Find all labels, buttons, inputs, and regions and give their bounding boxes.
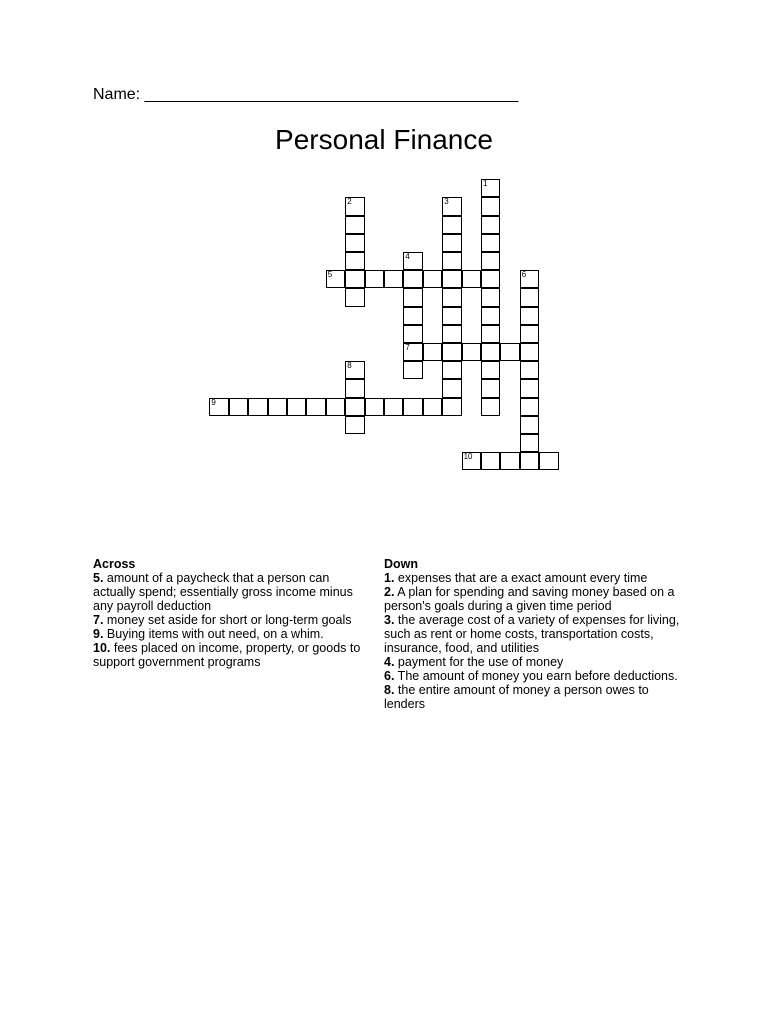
crossword-cell[interactable] — [442, 307, 461, 325]
crossword-cell[interactable] — [481, 379, 500, 397]
crossword-cell[interactable] — [442, 288, 461, 306]
crossword-cell[interactable] — [520, 452, 539, 470]
crossword-cell[interactable] — [520, 379, 539, 397]
crossword-cell[interactable] — [442, 361, 461, 379]
clue-number: 4 — [405, 252, 410, 261]
crossword-cell[interactable] — [403, 270, 422, 288]
crossword-cell[interactable] — [326, 270, 345, 288]
crossword-cell[interactable] — [462, 343, 481, 361]
across-clues — [93, 557, 375, 669]
crossword-cell[interactable] — [423, 398, 442, 416]
crossword-cell[interactable] — [500, 343, 519, 361]
crossword-cell[interactable] — [520, 434, 539, 452]
crossword-cell[interactable] — [345, 252, 364, 270]
crossword-cell[interactable] — [442, 197, 461, 215]
crossword-cell[interactable] — [345, 288, 364, 306]
crossword-cell[interactable] — [481, 288, 500, 306]
crossword-cell[interactable] — [365, 398, 384, 416]
crossword-cell[interactable] — [384, 270, 403, 288]
crossword-cell[interactable] — [442, 325, 461, 343]
crossword-cell[interactable] — [442, 216, 461, 234]
down-heading: Down — [384, 557, 419, 571]
crossword-cell[interactable] — [442, 252, 461, 270]
crossword-cell[interactable] — [520, 325, 539, 343]
crossword-cell[interactable] — [345, 197, 364, 215]
crossword-cell[interactable] — [403, 361, 422, 379]
crossword-cell[interactable] — [306, 398, 325, 416]
across-clue-9: 9. Buying items with out need, on a whim. — [93, 627, 324, 641]
crossword-cell[interactable] — [423, 343, 442, 361]
crossword-cell[interactable] — [481, 197, 500, 215]
crossword-cell[interactable] — [268, 398, 287, 416]
crossword-cell[interactable] — [326, 398, 345, 416]
crossword-cell[interactable] — [384, 398, 403, 416]
across-heading: Across — [93, 557, 136, 571]
crossword-cell[interactable] — [481, 234, 500, 252]
crossword-cell[interactable] — [345, 270, 364, 288]
clue-number: 1 — [483, 179, 488, 189]
crossword-cell[interactable] — [520, 343, 539, 361]
crossword-cell[interactable] — [462, 270, 481, 288]
clue-number: 8 — [347, 361, 352, 371]
crossword-cell[interactable] — [462, 452, 481, 470]
crossword-cell[interactable] — [403, 325, 422, 343]
crossword-cell[interactable] — [442, 398, 461, 416]
crossword-cell[interactable] — [481, 252, 500, 270]
clue-number: 3 — [444, 197, 449, 207]
down-clue-4: 4. payment for the use of money — [384, 655, 564, 669]
down-clue-3: 3. the average cost of a variety of expenses for living, such as rent or home costs, transportation costs, insurance, food, and utilities — [384, 613, 680, 655]
crossword-cell[interactable] — [539, 452, 558, 470]
crossword-cell[interactable] — [481, 216, 500, 234]
crossword-cell[interactable] — [442, 270, 461, 288]
crossword-cell[interactable] — [520, 288, 539, 306]
clue-number: 9 — [211, 397, 216, 407]
down-clue-2: 2. A plan for spending and saving money based on a person's goals during a given time period — [384, 585, 675, 613]
clue-number: 10 — [463, 452, 473, 462]
crossword-cell[interactable] — [345, 379, 364, 397]
clue-number: 7 — [405, 343, 410, 352]
crossword-cell[interactable] — [520, 307, 539, 325]
name-field-label[interactable]: Name: __________________________________________ — [93, 86, 519, 103]
crossword-cell[interactable] — [481, 325, 500, 343]
crossword-cell[interactable] — [520, 270, 539, 288]
crossword-cell[interactable] — [442, 379, 461, 397]
crossword-cell[interactable] — [345, 361, 364, 379]
crossword-cell[interactable] — [481, 270, 500, 288]
crossword-cell[interactable] — [520, 398, 539, 416]
down-clues — [384, 557, 682, 711]
crossword-cell[interactable] — [403, 307, 422, 325]
crossword-cell[interactable] — [481, 361, 500, 379]
crossword-cell[interactable] — [345, 216, 364, 234]
crossword-cell[interactable] — [345, 234, 364, 252]
crossword-cell[interactable] — [287, 398, 306, 416]
crossword-cell[interactable] — [500, 452, 519, 470]
clue-number: 6 — [521, 270, 527, 280]
crossword-cell[interactable] — [423, 270, 442, 288]
crossword-cell[interactable] — [365, 270, 384, 288]
crossword-cell[interactable] — [442, 234, 461, 252]
clue-number: 5 — [327, 270, 333, 280]
across-clue-7: 7. money set aside for short or long-term goals — [93, 613, 352, 627]
crossword-cell[interactable] — [209, 398, 228, 416]
crossword-cell[interactable] — [345, 416, 364, 434]
crossword-cell[interactable] — [442, 343, 461, 361]
crossword-cell[interactable] — [481, 343, 500, 361]
crossword-cell[interactable] — [481, 398, 500, 416]
crossword-cell[interactable] — [481, 452, 500, 470]
down-clue-6: 6. The amount of money you earn before deductions. — [384, 669, 678, 683]
down-clue-1: 1. expenses that are a exact amount every time — [384, 571, 648, 585]
crossword-cell[interactable] — [520, 416, 539, 434]
crossword-cell[interactable] — [520, 361, 539, 379]
crossword-cell[interactable] — [403, 343, 422, 361]
crossword-cell[interactable] — [248, 398, 267, 416]
crossword-cell[interactable] — [229, 398, 248, 416]
clue-number: 2 — [347, 197, 352, 207]
across-clue-10: 10. fees placed on income, property, or goods to support government programs — [93, 641, 361, 669]
crossword-cell[interactable] — [481, 179, 500, 197]
across-clue-5: 5. amount of a paycheck that a person can actually spend; essentially gross income minus any payroll deduction — [93, 571, 353, 613]
crossword-cell[interactable] — [403, 398, 422, 416]
crossword-cell[interactable] — [345, 398, 364, 416]
crossword-cell[interactable] — [403, 252, 422, 270]
down-clue-8: 8. the entire amount of money a person owes to lenders — [384, 683, 649, 711]
page-title: Personal Finance — [275, 124, 493, 155]
crossword-cell[interactable] — [403, 288, 422, 306]
crossword-cell[interactable] — [481, 307, 500, 325]
